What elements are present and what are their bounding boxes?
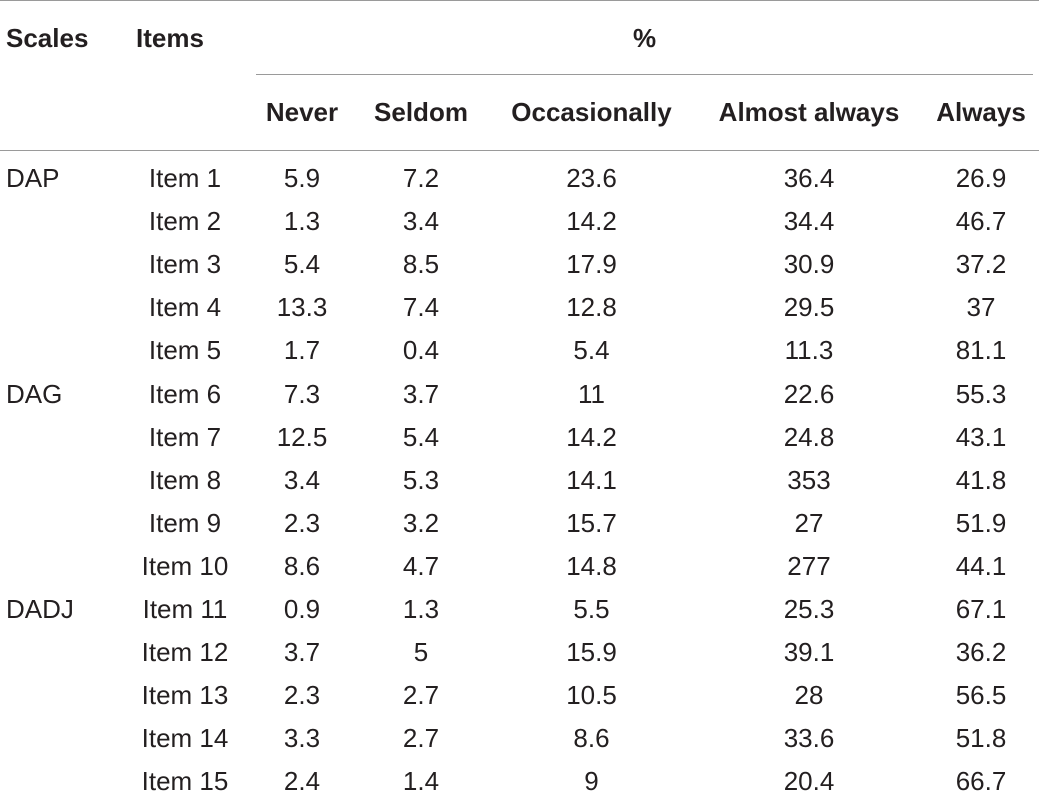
- table-row: [0, 588, 1039, 631]
- cell-seldom: 7.4: [402, 292, 440, 323]
- table-row: [0, 416, 1039, 459]
- cell-item: Item 5: [148, 335, 222, 366]
- cell-item: Item 7: [148, 421, 222, 452]
- cell-item: Item 3: [148, 249, 222, 280]
- cell-always: 51.9: [955, 507, 1007, 538]
- cell-scale: DAP: [6, 163, 60, 194]
- cell-scale: [0, 717, 120, 760]
- table-row: [0, 631, 1039, 674]
- cell-occasionally: 14.2: [566, 421, 617, 452]
- cell-seldom: 3.7: [402, 378, 440, 409]
- cell-never: 3.3: [283, 723, 321, 754]
- cell-seldom: 8.5: [402, 249, 440, 280]
- cell-always: 26.9: [955, 163, 1007, 194]
- header-blank-scales: [0, 75, 120, 151]
- table-row: [0, 545, 1039, 588]
- cell-occasionally: 14.1: [566, 464, 617, 495]
- cell-occasionally: 5.4: [573, 335, 610, 366]
- cell-scale: [0, 760, 120, 803]
- cell-item: Item 11: [142, 593, 228, 624]
- cell-scale: [0, 329, 120, 372]
- cell-seldom: 1.4: [402, 766, 440, 797]
- cell-almost-always: 30.9: [783, 249, 835, 280]
- cell-always: 44.1: [955, 550, 1007, 581]
- cell-never: 1.3: [283, 206, 321, 237]
- cell-item: Item 13: [141, 680, 229, 711]
- cell-scale: [0, 674, 120, 717]
- cell-seldom: 1.3: [402, 593, 440, 624]
- cell-almost-always: 29.5: [783, 292, 835, 323]
- cell-item: Item 2: [148, 206, 222, 237]
- cell-seldom: 5: [413, 637, 429, 668]
- cell-almost-always: 33.6: [783, 723, 835, 754]
- cell-occasionally: 15.7: [566, 507, 617, 538]
- cell-never: 12.5: [276, 421, 328, 452]
- table-row: [0, 286, 1039, 329]
- cell-almost-always: 24.8: [783, 421, 835, 452]
- cell-occasionally: 15.9: [566, 637, 617, 668]
- header-almost-always: Almost always: [695, 75, 923, 151]
- cell-never: 2.3: [283, 507, 321, 538]
- header-scales: Scales: [0, 1, 120, 76]
- cell-seldom: 5.3: [402, 464, 440, 495]
- cell-seldom: 3.4: [402, 206, 440, 237]
- table-row: [0, 459, 1039, 502]
- cell-always: 55.3: [955, 378, 1007, 409]
- cell-scale: [0, 200, 120, 243]
- cell-scale: [0, 286, 120, 329]
- cell-scale: [0, 631, 120, 674]
- cell-scale: DADJ: [6, 593, 74, 624]
- cell-seldom: 0.4: [402, 335, 440, 366]
- cell-occasionally: 9: [584, 766, 599, 797]
- table-row: [0, 200, 1039, 243]
- cell-scale: [0, 243, 120, 286]
- header-occasionally: Occasionally: [488, 75, 695, 151]
- cell-scale: [0, 545, 120, 588]
- cell-never: 3.7: [283, 637, 321, 668]
- cell-seldom: 3.2: [402, 507, 440, 538]
- cell-scale: DAG: [6, 378, 63, 409]
- header-blank-items: [120, 75, 250, 151]
- table-row: [0, 760, 1039, 803]
- cell-almost-always: 36.4: [783, 163, 835, 194]
- cell-item: Item 15: [141, 766, 229, 797]
- cell-item: Item 8: [148, 464, 222, 495]
- cell-item: Item 1: [148, 163, 222, 194]
- cell-seldom: 2.7: [402, 680, 440, 711]
- cell-seldom: 4.7: [402, 550, 440, 581]
- cell-scale: [0, 459, 120, 502]
- cell-seldom: 5.4: [402, 421, 440, 452]
- cell-never: 2.3: [283, 680, 321, 711]
- cell-never: 2.4: [283, 766, 321, 797]
- cell-occasionally: 5.5: [573, 593, 610, 624]
- percent-underline: [256, 74, 1033, 75]
- cell-never: 5.4: [283, 249, 321, 280]
- cell-almost-always: 34.4: [783, 206, 835, 237]
- cell-occasionally: 23.6: [566, 163, 617, 194]
- table-row: [0, 151, 1039, 201]
- table-row: [0, 243, 1039, 286]
- cell-item: Item 6: [148, 378, 222, 409]
- cell-almost-always: 20.4: [783, 766, 835, 797]
- cell-seldom: 7.2: [402, 163, 440, 194]
- cell-always: 56.5: [955, 680, 1007, 711]
- cell-never: 1.7: [283, 335, 321, 366]
- header-row-1: [0, 1, 1039, 76]
- cell-seldom: 2.7: [402, 723, 440, 754]
- header-never: Never: [250, 75, 354, 151]
- table-row: [0, 329, 1039, 372]
- cell-always: 81.1: [955, 335, 1007, 366]
- cell-always: 43.1: [955, 421, 1007, 452]
- cell-never: 3.4: [283, 464, 321, 495]
- cell-always: 36.2: [955, 637, 1007, 668]
- table-row: [0, 717, 1039, 760]
- cell-almost-always: 11.3: [784, 335, 834, 366]
- cell-almost-always: 25.3: [783, 593, 835, 624]
- cell-occasionally: 14.8: [566, 550, 617, 581]
- header-items: Items: [120, 1, 250, 76]
- cell-never: 0.9: [283, 593, 321, 624]
- cell-almost-always: 27: [794, 507, 824, 538]
- header-row-2: [0, 75, 1039, 151]
- cell-almost-always: 22.6: [783, 378, 835, 409]
- cell-occasionally: 8.6: [573, 723, 610, 754]
- table-row: [0, 502, 1039, 545]
- header-percent-group: [250, 1, 1039, 76]
- cell-scale: [0, 502, 120, 545]
- cell-never: 8.6: [283, 550, 321, 581]
- cell-never: 13.3: [276, 292, 328, 323]
- table-row: [0, 372, 1039, 415]
- table-row: [0, 674, 1039, 717]
- header-seldom: Seldom: [354, 75, 488, 151]
- table-body: [0, 151, 1039, 804]
- header-percent: %: [632, 22, 657, 53]
- cell-item: Item 9: [148, 507, 222, 538]
- cell-always: 46.7: [955, 206, 1007, 237]
- cell-always: 37.2: [955, 249, 1007, 280]
- cell-always: 67.1: [955, 593, 1007, 624]
- cell-always: 41.8: [955, 464, 1007, 495]
- cell-always: 51.8: [955, 723, 1007, 754]
- table-header: [0, 1, 1039, 151]
- cell-never: 5.9: [283, 163, 321, 194]
- cell-almost-always: 39.1: [783, 637, 835, 668]
- header-always: Always: [923, 75, 1039, 151]
- cell-occasionally: 10.5: [566, 680, 617, 711]
- cell-scale: [0, 416, 120, 459]
- cell-occasionally: 17.9: [566, 249, 617, 280]
- cell-occasionally: 11: [578, 378, 605, 409]
- cell-never: 7.3: [283, 378, 321, 409]
- cell-always: 37: [966, 292, 996, 323]
- cell-item: Item 10: [141, 550, 229, 581]
- cell-almost-always: 28: [794, 680, 824, 711]
- cell-occasionally: 12.8: [566, 292, 617, 323]
- cell-always: 66.7: [955, 766, 1007, 797]
- cell-item: Item 4: [148, 292, 222, 323]
- cell-item: Item 14: [141, 723, 229, 754]
- cell-occasionally: 14.2: [566, 206, 617, 237]
- cell-almost-always: 277: [787, 550, 831, 581]
- cell-item: Item 12: [141, 637, 229, 668]
- cell-almost-always: 353: [787, 464, 831, 495]
